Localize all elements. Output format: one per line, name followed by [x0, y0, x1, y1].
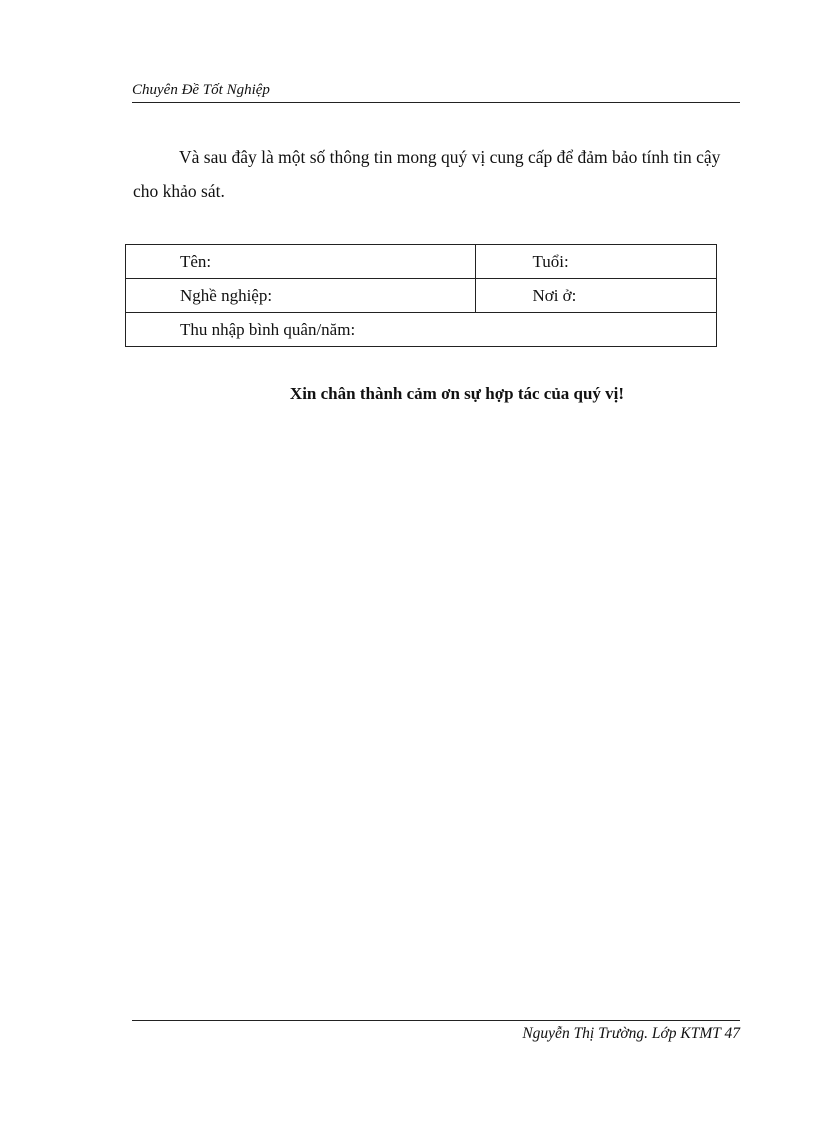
intro-paragraph: Và sau đây là một số thông tin mong quý vị cung cấp để đảm bảo tính tin cậy cho khảo sát.: [133, 147, 721, 201]
page-footer: [132, 1020, 740, 1042]
table-row: [126, 245, 717, 279]
income-field: Thu nhập bình quân/năm:: [126, 313, 717, 347]
table-row: [126, 279, 717, 313]
residence-field: Nơi ở:: [476, 279, 717, 313]
header-title: Chuyên Đề Tốt Nghiệp: [132, 82, 270, 98]
info-form-table: [125, 244, 717, 347]
footer-text: Nguyễn Thị Trường. Lớp KTMT 47: [522, 1025, 740, 1042]
thank-you-note: Xin chân thành cảm ơn sự hợp tác của quý vị!: [289, 384, 625, 403]
page-header: [132, 80, 740, 103]
table-row: [126, 313, 717, 347]
name-field: Tên:: [126, 245, 476, 279]
occupation-field: Nghề nghiệp:: [126, 279, 476, 313]
age-field: Tuổi:: [476, 245, 717, 279]
